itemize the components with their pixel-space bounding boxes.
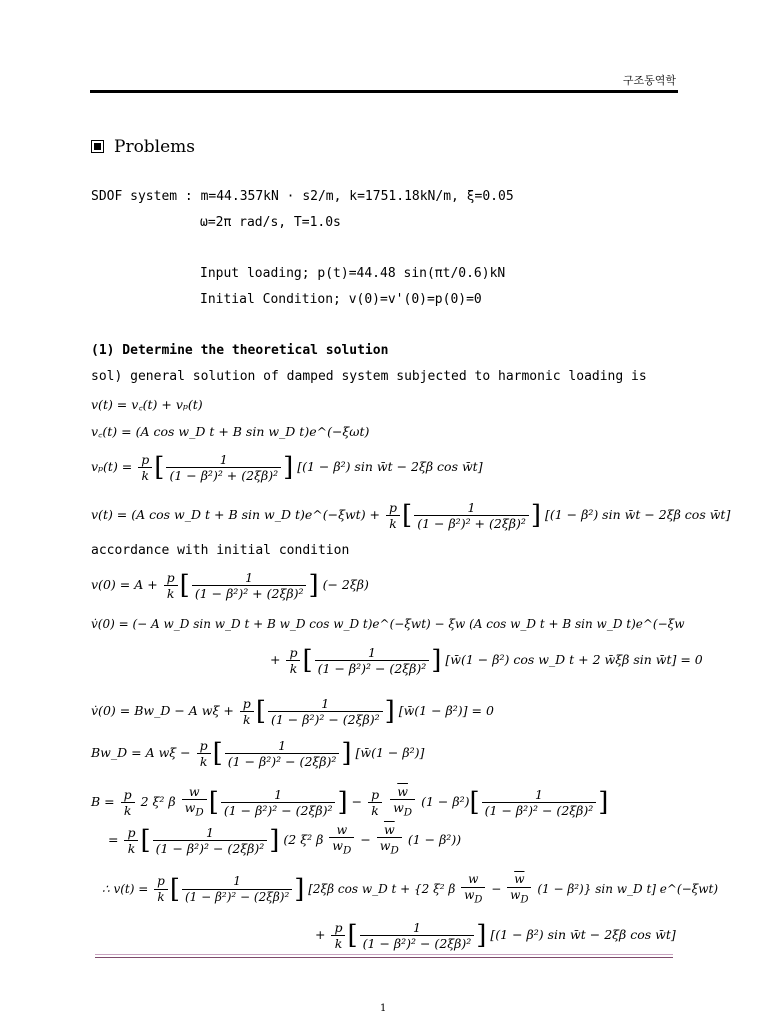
eq-vp-rhs: [(1 − β²) sin w̄t − 2ξβ cos w̄t] bbox=[297, 459, 483, 474]
frac-num: w bbox=[182, 784, 207, 800]
eq-B-lhs: B = bbox=[91, 793, 115, 809]
eq-vdot0-line1: v̇(0) = (− A w_D sin w_D t + B w_D cos w_D t)e^(−ξwt) − ξw (A cos w_D t + B sin w_D t)e^(−ξw bbox=[91, 617, 685, 631]
eq-B2-term: (2 ξ² β bbox=[283, 831, 324, 847]
frac-wbar-wd bbox=[507, 872, 531, 907]
frac-num: 1 bbox=[166, 452, 281, 468]
eq-B2-term: (1 − β²)) bbox=[407, 831, 462, 847]
frac-den: $w_D$ bbox=[510, 888, 529, 906]
wd-symbol: w bbox=[379, 838, 391, 853]
frac-num: 1 bbox=[482, 787, 597, 803]
frac-p0-k bbox=[121, 787, 135, 818]
eq-v-sum: v(t) = v꜀(t) + vₚ(t) bbox=[91, 397, 203, 412]
frac-p0-k bbox=[197, 738, 211, 769]
eq-bwd-rhs: [w̄(1 − β²)] bbox=[355, 745, 425, 760]
frac-num: p bbox=[164, 570, 178, 586]
frac-den: k bbox=[141, 468, 150, 483]
frac-num: p bbox=[138, 452, 152, 468]
frac-denominator-plus bbox=[192, 570, 307, 601]
bracket: ] bbox=[384, 696, 395, 727]
initial-condition: Initial Condition; v(0)=v'(0)=p(0)=0 bbox=[200, 292, 482, 307]
frac-den: (1 − β²)² − (2ξβ)² bbox=[484, 802, 594, 818]
eq-vp-lhs: vₚ(t) = bbox=[91, 459, 133, 474]
eq-final2-rhs: [(1 − β²) sin w̄t − 2ξβ cos w̄t] bbox=[490, 927, 676, 942]
part1-heading: (1) Determine the theoretical solution bbox=[91, 343, 389, 358]
bracket: [ bbox=[154, 452, 165, 483]
frac-denominator-minus bbox=[182, 874, 292, 905]
eq-vdot0b bbox=[91, 696, 494, 727]
frac-num: p bbox=[124, 825, 138, 841]
bracket: ] bbox=[308, 570, 319, 601]
frac-wbar-wd bbox=[390, 784, 415, 821]
minus-sign: − bbox=[491, 882, 502, 897]
frac-num: p bbox=[286, 645, 300, 661]
frac-p0-k bbox=[331, 920, 345, 951]
eq-final-term: [2ξβ cos w_D t + {2 ξ² β bbox=[308, 882, 456, 897]
eq-vdot0-line2-lhs: + bbox=[270, 652, 281, 667]
footer-rule-dark bbox=[95, 957, 673, 958]
frac-num: $\overline{w}$ bbox=[507, 872, 531, 888]
eq-final-lhs: ∴ v(t) = bbox=[102, 882, 149, 897]
filled-square-icon bbox=[91, 140, 104, 153]
frac-p0-k bbox=[386, 500, 400, 531]
eq-vdot0b-rhs: [w̄(1 − β²)] = 0 bbox=[398, 703, 494, 718]
eq-vc: v꜀(t) = (A cos w_D t + B sin w_D t)e^(−ξωt) bbox=[91, 424, 370, 439]
frac-w-wd bbox=[329, 822, 354, 859]
frac-den: k bbox=[371, 802, 379, 818]
bracket: [ bbox=[302, 645, 313, 676]
bracket: ] bbox=[530, 500, 541, 531]
bracket: ] bbox=[476, 920, 487, 951]
frac-den: (1 − β²)² − (2ξβ)² bbox=[317, 661, 427, 676]
frac-num: p bbox=[240, 696, 254, 712]
frac-den: k bbox=[157, 890, 165, 905]
wd-symbol: w bbox=[464, 888, 475, 902]
eq-B-term: 2 ξ² β bbox=[140, 793, 176, 809]
bracket: ] bbox=[283, 452, 294, 483]
frac-num: 1 bbox=[315, 645, 430, 661]
frac-num: 1 bbox=[221, 787, 336, 803]
sdof-line-1: SDOF system : m=44.357kN · s2/m, k=1751.18kN/m, ξ=0.05 bbox=[91, 189, 514, 204]
eq-vdot0-line2 bbox=[270, 645, 703, 676]
frac-p0-k bbox=[164, 570, 178, 601]
frac-den: k bbox=[243, 712, 251, 727]
bracket: [ bbox=[212, 738, 223, 769]
frac-den: k bbox=[199, 754, 208, 769]
frac-den: k bbox=[389, 516, 397, 531]
wd-symbol: w bbox=[332, 838, 343, 853]
accordance-text: accordance with initial condition bbox=[91, 543, 350, 558]
bracket: [ bbox=[469, 787, 480, 818]
frac-den: (1 − β²)² + (2ξβ)² bbox=[169, 468, 279, 483]
frac-num: w bbox=[329, 822, 354, 838]
frac-p0-k bbox=[286, 645, 300, 676]
wd-symbol: w bbox=[510, 888, 521, 902]
section-title-text: Problems bbox=[114, 137, 196, 157]
frac-num: p bbox=[121, 787, 135, 803]
eq-B2 bbox=[108, 822, 461, 859]
frac-denominator-minus bbox=[315, 645, 430, 676]
frac-denominator-minus bbox=[482, 787, 597, 818]
frac-den: (1 − β²)² − (2ξβ)² bbox=[227, 754, 337, 769]
header-label: 구조동역학 bbox=[622, 74, 676, 87]
frac-den: $w_D$ bbox=[379, 838, 399, 857]
frac-denominator-minus bbox=[225, 738, 340, 769]
frac-wbar-wd bbox=[377, 822, 402, 859]
bracket: ] bbox=[431, 645, 442, 676]
frac-num: w bbox=[461, 872, 485, 888]
frac-den: k bbox=[123, 802, 132, 818]
frac-den: $w_D$ bbox=[393, 800, 413, 819]
eq-vt bbox=[91, 500, 730, 531]
eq-v0 bbox=[91, 570, 369, 601]
minus-sign: − bbox=[351, 793, 363, 809]
frac-w-wd bbox=[461, 872, 485, 907]
bracket: [ bbox=[402, 500, 413, 531]
bracket: ] bbox=[598, 787, 609, 818]
eq-v0-lhs: v(0) = A + bbox=[91, 577, 158, 592]
eq-vdot0b-lhs: v̇(0) = Bw_D − A wξ + bbox=[91, 703, 234, 718]
frac-den: (1 − β²)² − (2ξβ)² bbox=[270, 712, 380, 727]
bracket: ] bbox=[269, 825, 280, 856]
frac-den: (1 − β²)² + (2ξβ)² bbox=[194, 586, 304, 601]
eq-B bbox=[91, 784, 608, 821]
eq-final bbox=[102, 872, 718, 907]
frac-den: k bbox=[127, 840, 136, 856]
frac-denominator-minus bbox=[221, 787, 336, 818]
eq-B-term: (1 − β²) bbox=[421, 793, 470, 809]
frac-denominator-plus bbox=[166, 452, 281, 483]
eq-vt-rhs: [(1 − β²) sin w̄t − 2ξβ cos w̄t] bbox=[544, 507, 731, 522]
frac-den: (1 − β²)² + (2ξβ)² bbox=[417, 516, 526, 531]
frac-denominator-minus bbox=[268, 696, 383, 727]
eq-final2 bbox=[315, 920, 676, 951]
bracket: [ bbox=[255, 696, 266, 727]
sdof-line-2: ω=2π rad/s, T=1.0s bbox=[200, 215, 341, 230]
frac-p0-k bbox=[240, 696, 254, 727]
frac-num: 1 bbox=[414, 500, 529, 516]
frac-num: p bbox=[368, 787, 382, 803]
frac-num: $\overline{w}$ bbox=[377, 822, 402, 838]
bracket: ] bbox=[337, 787, 348, 818]
frac-den: k bbox=[334, 936, 343, 951]
frac-den: (1 − β²)² − (2ξβ)² bbox=[362, 936, 472, 951]
eq-B2-lhs: = bbox=[108, 831, 119, 847]
footer-rule-light bbox=[95, 954, 673, 955]
eq-v0-rhs: (− 2ξβ) bbox=[322, 577, 369, 592]
frac-den: (1 − β²)² − (2ξβ)² bbox=[223, 802, 333, 818]
section-title bbox=[91, 137, 195, 157]
bracket: [ bbox=[140, 825, 151, 856]
eq-vt-lhs: v(t) = (A cos w_D t + B sin w_D t)e^(−ξwt) + bbox=[91, 507, 381, 522]
frac-den: (1 − β²)² − (2ξβ)² bbox=[184, 890, 290, 905]
frac-num: 1 bbox=[153, 825, 268, 841]
frac-den: k bbox=[289, 661, 298, 676]
frac-num: p bbox=[331, 920, 345, 936]
frac-denominator-plus bbox=[414, 500, 529, 531]
header-rule bbox=[90, 90, 678, 93]
frac-p0-k bbox=[138, 452, 152, 483]
wd-symbol: w bbox=[393, 800, 404, 815]
frac-den: k bbox=[166, 586, 175, 601]
frac-p0-k bbox=[124, 825, 138, 856]
frac-num: 1 bbox=[192, 570, 307, 586]
frac-den: (1 − β²)² − (2ξβ)² bbox=[155, 840, 265, 856]
frac-den: $w_D$ bbox=[464, 888, 483, 906]
frac-num: 1 bbox=[182, 874, 292, 890]
frac-num: 1 bbox=[268, 696, 383, 712]
eq-bwd-lhs: Bw_D = A wξ − bbox=[91, 745, 191, 760]
frac-denominator-minus bbox=[153, 825, 268, 856]
eq-bwd bbox=[91, 738, 424, 769]
part1-intro: sol) general solution of damped system subjected to harmonic loading is bbox=[91, 369, 647, 384]
page-number: 1 bbox=[380, 1003, 387, 1014]
bracket: [ bbox=[208, 787, 219, 818]
bracket: [ bbox=[169, 874, 180, 905]
frac-num: p bbox=[386, 500, 400, 516]
eq-final2-lhs: + bbox=[315, 927, 326, 942]
frac-denominator-minus bbox=[360, 920, 475, 951]
bracket: ] bbox=[341, 738, 352, 769]
wd-symbol: w bbox=[184, 800, 196, 815]
frac-den: $w_D$ bbox=[332, 838, 352, 857]
frac-p0-k bbox=[154, 874, 168, 905]
eq-vp bbox=[91, 452, 483, 483]
frac-w-wd bbox=[182, 784, 207, 821]
input-loading: Input loading; p(t)=44.48 sin(πt/0.6)kN bbox=[200, 266, 506, 281]
frac-num: p bbox=[197, 738, 211, 754]
frac-num: 1 bbox=[360, 920, 475, 936]
minus-sign: − bbox=[360, 831, 371, 847]
frac-num: p bbox=[154, 874, 168, 890]
bracket: [ bbox=[347, 920, 358, 951]
bracket: ] bbox=[294, 874, 305, 905]
bracket: [ bbox=[179, 570, 190, 601]
frac-num: $\overline{w}$ bbox=[390, 784, 415, 800]
frac-den: $w_D$ bbox=[184, 800, 204, 819]
frac-num: 1 bbox=[225, 738, 340, 754]
eq-final-term: (1 − β²)} sin w_D t] e^(−ξwt) bbox=[537, 882, 719, 897]
frac-p0-k bbox=[368, 787, 382, 818]
eq-vdot0-line2-rhs: [w̄(1 − β²) cos w_D t + 2 w̄ξβ sin w̄t] = 0 bbox=[445, 652, 703, 667]
